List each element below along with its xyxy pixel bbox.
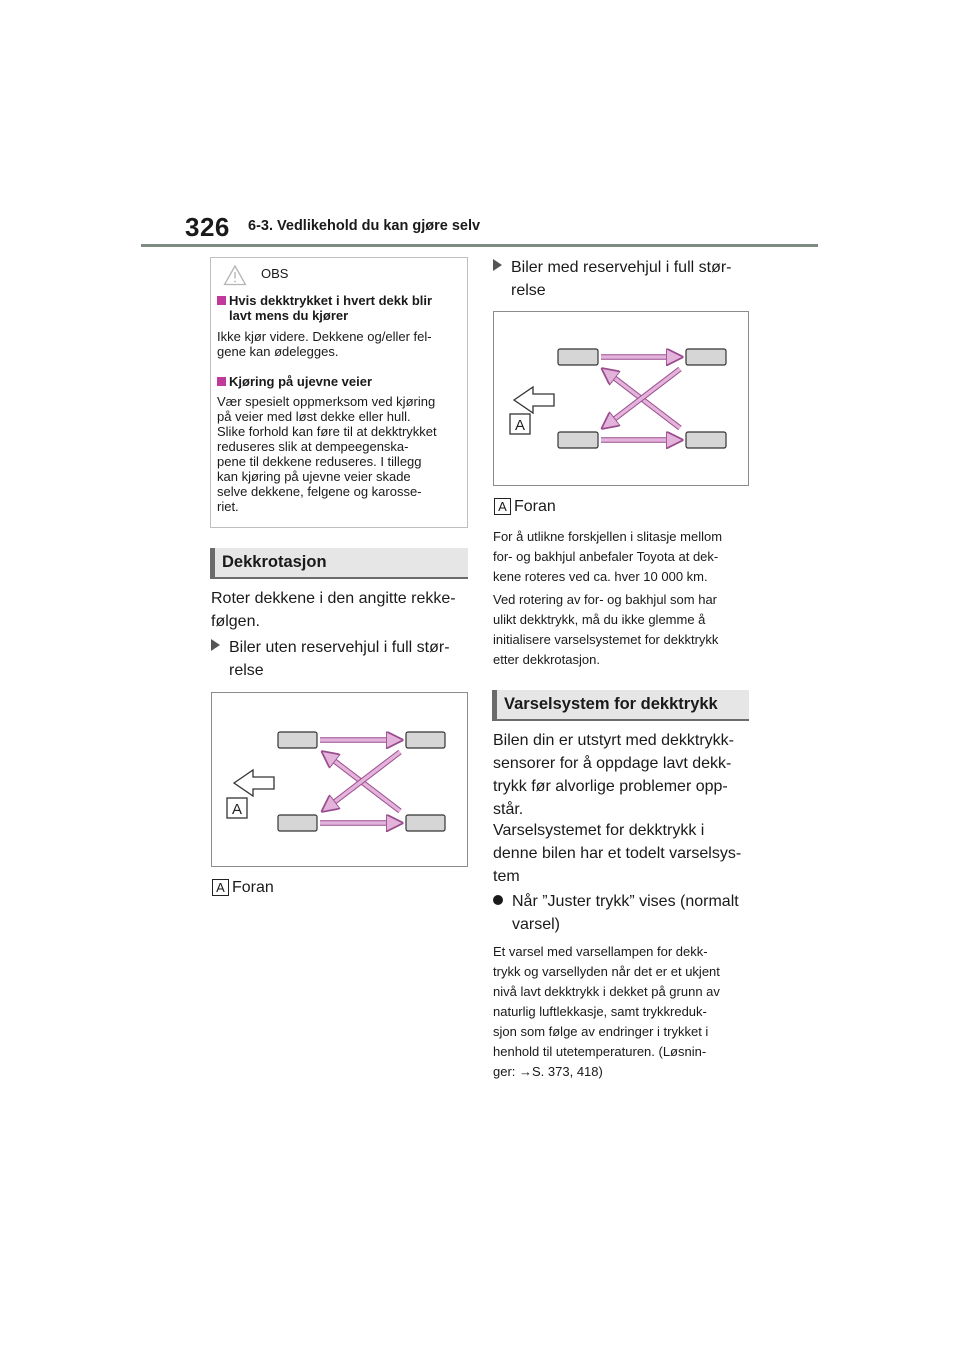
section-title-varselsystem: Varselsystem for dekktrykk (504, 695, 718, 713)
varsel-bullet: Når ”Juster trykk” vises (normalt varsel) (493, 890, 739, 936)
rotation-diagram-svg (494, 312, 748, 485)
rotation-note-2: Ved rotering av for- og bakhjul som har ulikt dekktrykk, må du ikke glemme å initialisere varselsystemet for dekktrykk etter dekkrotasjon. (493, 592, 719, 667)
bullet-dot-icon (493, 895, 503, 905)
legend-foran-right: A Foran (494, 495, 556, 518)
tire-front-left (558, 349, 598, 365)
tire-front-right (558, 432, 598, 448)
varsel-para-2: Varselsystemet for dekktrykk i denne bilen har et todelt varselsys- tem (493, 822, 742, 885)
obs-caution-box (210, 257, 468, 528)
tire-rear-right (686, 432, 726, 448)
bullet-triangle-icon (493, 259, 502, 271)
case-with-spare: Biler med reservehjul i full stør- relse (493, 256, 732, 302)
front-arrow-icon (514, 387, 554, 413)
rotation-arrows (320, 740, 400, 823)
tire-rear-right (406, 815, 445, 831)
rotation-diagram-svg (212, 693, 467, 866)
varsel-para-1: Bilen din er utstyrt med dekktrykk- sensorer for å oppdage lavt dekk- trykk før alvorlige problemer opp- står. (493, 732, 734, 818)
section-header-varselsystem (492, 690, 749, 721)
legend-foran-left: A Foran (212, 876, 274, 899)
tire-front-right (278, 815, 317, 831)
header-rule (141, 244, 818, 247)
bullet-triangle-icon (211, 639, 220, 651)
obs-item-2-body: Vær spesielt oppmerksom ved kjøring på veier med løst dekke eller hull. Slike forhold kan føre til at dekktrykket reduseres slik at dempeegenska- pene til dekkene reduseres. I tillegg kan kjøring på ujevne veier skade selve dekkene, felgene og karosse- riet. (217, 394, 437, 514)
label-a-box: A (494, 498, 511, 515)
tire-front-left (278, 732, 317, 748)
rotation-arrows (601, 357, 680, 440)
section-title-dekkrotasjon: Dekkrotasjon (222, 553, 327, 571)
obs-item-1-heading: Hvis dekktrykket i hvert dekk blir lavt mens du kjører (217, 293, 432, 323)
obs-label: OBS (261, 266, 289, 281)
rotation-intro: Roter dekkene i den angitte rekke- følgen. (211, 590, 456, 630)
tire-rear-left (406, 732, 445, 748)
front-arrow-icon (234, 770, 274, 796)
rotation-diagram-without-spare (211, 692, 468, 867)
label-a-text: A (514, 417, 526, 434)
case-without-spare: Biler uten reservehjul i full stør- relse (211, 636, 450, 682)
section-header-dekkrotasjon (210, 548, 468, 579)
tire-rear-left (686, 349, 726, 365)
warning-triangle-icon (223, 264, 247, 286)
square-bullet-icon (217, 377, 226, 386)
rotation-note-1: For å utlikne forskjellen i slitasje mellom for- og bakhjul anbefaler Toyota at dek- kene roteres ved ca. hver 10 000 km. (493, 529, 723, 584)
section-title: 6-3. Vedlikehold du kan gjøre selv (248, 218, 481, 234)
obs-item-1-body: Ikke kjør videre. Dekkene og/eller fel- gene kan ødelegges. (217, 329, 432, 359)
varsel-detail: Et varsel med varsellampen for dekk- trykk og varsellyden når det er et ukjent nivå lavt dekktrykk i dekket på grunn av naturlig luftlekkasje, samt trykkreduk- sjon som følge av endringer i trykket i henhold til utetemperaturen. (Løsnin- ger: →S. 373, 418) (493, 944, 720, 1079)
label-a-text: A (231, 801, 243, 818)
label-a-box: A (212, 879, 229, 896)
rotation-diagram-with-spare (493, 311, 749, 486)
square-bullet-icon (217, 296, 226, 305)
page-number: 326 (185, 212, 230, 242)
obs-item-2-heading: Kjøring på ujevne veier (217, 374, 372, 389)
